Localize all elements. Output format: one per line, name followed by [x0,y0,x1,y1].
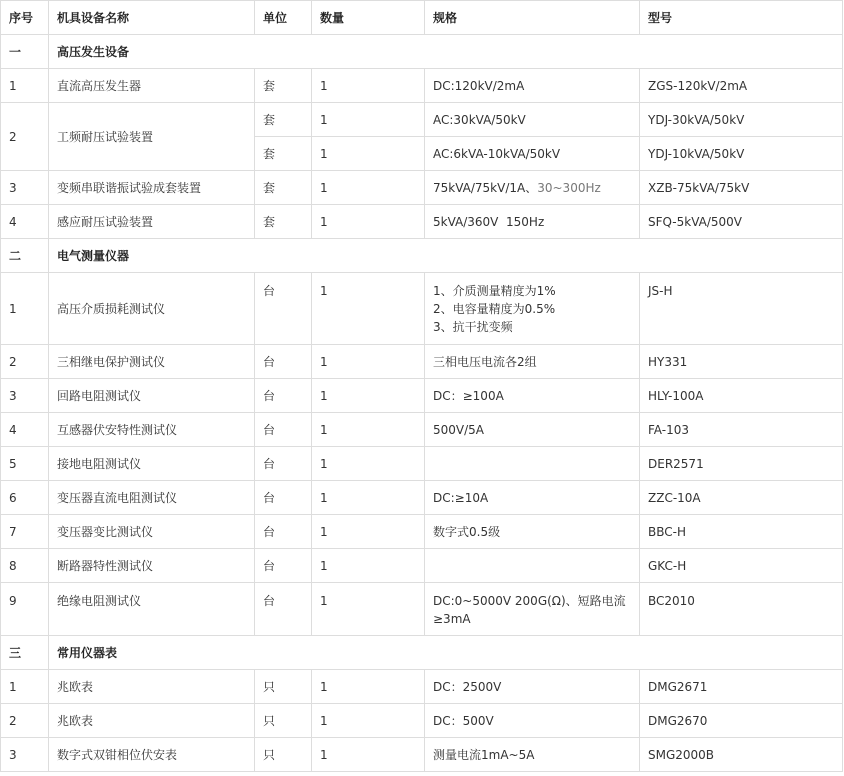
cell-no: 5 [1,447,49,481]
cell-qty: 1 [312,345,425,379]
header-model: 型号 [640,1,843,35]
cell-model: BC2010 [640,583,843,636]
cell-no: 4 [1,413,49,447]
cell-model: DMG2671 [640,670,843,704]
cell-model: YDJ-30kVA/50kV [640,103,843,137]
cell-qty: 1 [312,171,425,205]
cell-unit: 台 [255,413,312,447]
cell-unit: 台 [255,481,312,515]
cell-name: 直流高压发生器 [49,69,255,103]
cell-qty: 1 [312,704,425,738]
cell-spec: DC：≥100A [425,379,640,413]
cell-model: BBC-H [640,515,843,549]
section-row [1,239,843,273]
cell-unit: 只 [255,704,312,738]
cell-model: GKC-H [640,549,843,583]
cell-model: YDJ-10kVA/50kV [640,137,843,171]
cell-qty: 1 [312,447,425,481]
cell-qty: 1 [312,583,425,636]
cell-spec: AC:30kVA/50kV [425,103,640,137]
section-no: 三 [1,636,49,670]
cell-spec [425,549,640,583]
cell-qty: 1 [312,205,425,239]
cell-no: 1 [1,69,49,103]
cell-qty: 1 [312,515,425,549]
cell-no: 2 [1,103,49,171]
cell-name: 互感器伏安特性测试仪 [49,413,255,447]
cell-qty: 1 [312,103,425,137]
cell-spec: DC：2500V [425,670,640,704]
cell-no: 1 [1,670,49,704]
cell-name: 工频耐压试验装置 [49,103,255,171]
cell-model: SFQ-5kVA/500V [640,205,843,239]
section-row [1,35,843,69]
cell-no: 3 [1,738,49,772]
cell-no: 9 [1,583,49,636]
cell-unit: 只 [255,670,312,704]
table-row [1,69,843,103]
table-row [1,549,843,583]
cell-qty: 1 [312,738,425,772]
cell-qty: 1 [312,379,425,413]
table-row [1,515,843,549]
cell-no: 6 [1,481,49,515]
cell-spec: 500V/5A [425,413,640,447]
cell-qty: 1 [312,549,425,583]
cell-qty: 1 [312,273,425,345]
cell-name: 兆欧表 [49,704,255,738]
cell-unit: 套 [255,137,312,171]
cell-name: 变压器变比测试仪 [49,515,255,549]
cell-model: ZZC-10A [640,481,843,515]
cell-name: 断路器特性测试仪 [49,549,255,583]
table-row [1,345,843,379]
cell-unit: 套 [255,205,312,239]
cell-model: JS-H [640,273,843,345]
cell-model: FA-103 [640,413,843,447]
table-row [1,379,843,413]
table-row [1,171,843,205]
header-unit: 单位 [255,1,312,35]
cell-model: ZGS-120kV/2mA [640,69,843,103]
cell-name: 兆欧表 [49,670,255,704]
cell-unit: 套 [255,171,312,205]
cell-unit: 台 [255,515,312,549]
header-no: 序号 [1,1,49,35]
table-row [1,738,843,772]
cell-unit: 台 [255,345,312,379]
table-row [1,670,843,704]
cell-unit: 台 [255,273,312,345]
table-header-row [1,1,843,35]
cell-no: 1 [1,273,49,345]
table-row [1,704,843,738]
header-spec: 规格 [425,1,640,35]
cell-spec [425,273,640,345]
table-row [1,481,843,515]
cell-name: 数字式双钳相位伏安表 [49,738,255,772]
cell-qty: 1 [312,670,425,704]
section-no: 一 [1,35,49,69]
header-name: 机具设备名称 [49,1,255,35]
cell-qty: 1 [312,481,425,515]
spec-line: 2、电容量精度为0.5% [433,302,556,316]
cell-name: 三相继电保护测试仪 [49,345,255,379]
cell-spec: 三相电压电流各2组 [425,345,640,379]
cell-qty: 1 [312,137,425,171]
cell-unit: 台 [255,447,312,481]
cell-spec [425,171,640,205]
cell-qty: 1 [312,413,425,447]
header-qty: 数量 [312,1,425,35]
table-row [1,583,843,636]
cell-no: 2 [1,704,49,738]
cell-model: HY331 [640,345,843,379]
cell-unit: 套 [255,103,312,137]
cell-no: 2 [1,345,49,379]
section-title: 常用仪器表 [49,636,843,670]
cell-name: 感应耐压试验装置 [49,205,255,239]
cell-spec: DC:≥10A [425,481,640,515]
cell-name: 变压器直流电阻测试仪 [49,481,255,515]
spec-main: 75kVA/75kV/1A、 [433,180,538,195]
spec-line: 1、介质测量精度为1% [433,284,556,298]
cell-spec: DC:120kV/2mA [425,69,640,103]
cell-no: 4 [1,205,49,239]
spec-line: 3、抗干扰变频 [433,320,513,334]
cell-model: HLY-100A [640,379,843,413]
cell-no: 3 [1,171,49,205]
cell-model: DER2571 [640,447,843,481]
spec-frequency: 30~300Hz [537,180,601,195]
cell-spec: 5kVA/360V 150Hz [425,205,640,239]
cell-spec [425,447,640,481]
table-row [1,273,843,345]
section-no: 二 [1,239,49,273]
cell-unit: 套 [255,69,312,103]
cell-name: 变频串联谐振试验成套装置 [49,171,255,205]
cell-name: 高压介质损耗测试仪 [49,273,255,345]
cell-spec: AC:6kVA-10kVA/50kV [425,137,640,171]
cell-name: 接地电阻测试仪 [49,447,255,481]
cell-spec: 测量电流1mA~5A [425,738,640,772]
cell-name: 绝缘电阻测试仪 [49,583,255,636]
table-row [1,103,843,137]
cell-model: SMG2000B [640,738,843,772]
cell-unit: 只 [255,738,312,772]
section-title: 高压发生设备 [49,35,843,69]
cell-name: 回路电阻测试仪 [49,379,255,413]
cell-spec: DC：500V [425,704,640,738]
cell-no: 3 [1,379,49,413]
section-title: 电气测量仪器 [49,239,843,273]
cell-no: 8 [1,549,49,583]
cell-spec: DC:0~5000V 200G(Ω)、短路电流≥3mA [425,583,640,636]
cell-unit: 台 [255,549,312,583]
cell-model: XZB-75kVA/75kV [640,171,843,205]
cell-unit: 台 [255,379,312,413]
table-row [1,413,843,447]
cell-model: DMG2670 [640,704,843,738]
table-row [1,447,843,481]
table-row [1,205,843,239]
cell-unit: 台 [255,583,312,636]
cell-no: 7 [1,515,49,549]
cell-spec: 数字式0.5级 [425,515,640,549]
section-row [1,636,843,670]
cell-qty: 1 [312,69,425,103]
